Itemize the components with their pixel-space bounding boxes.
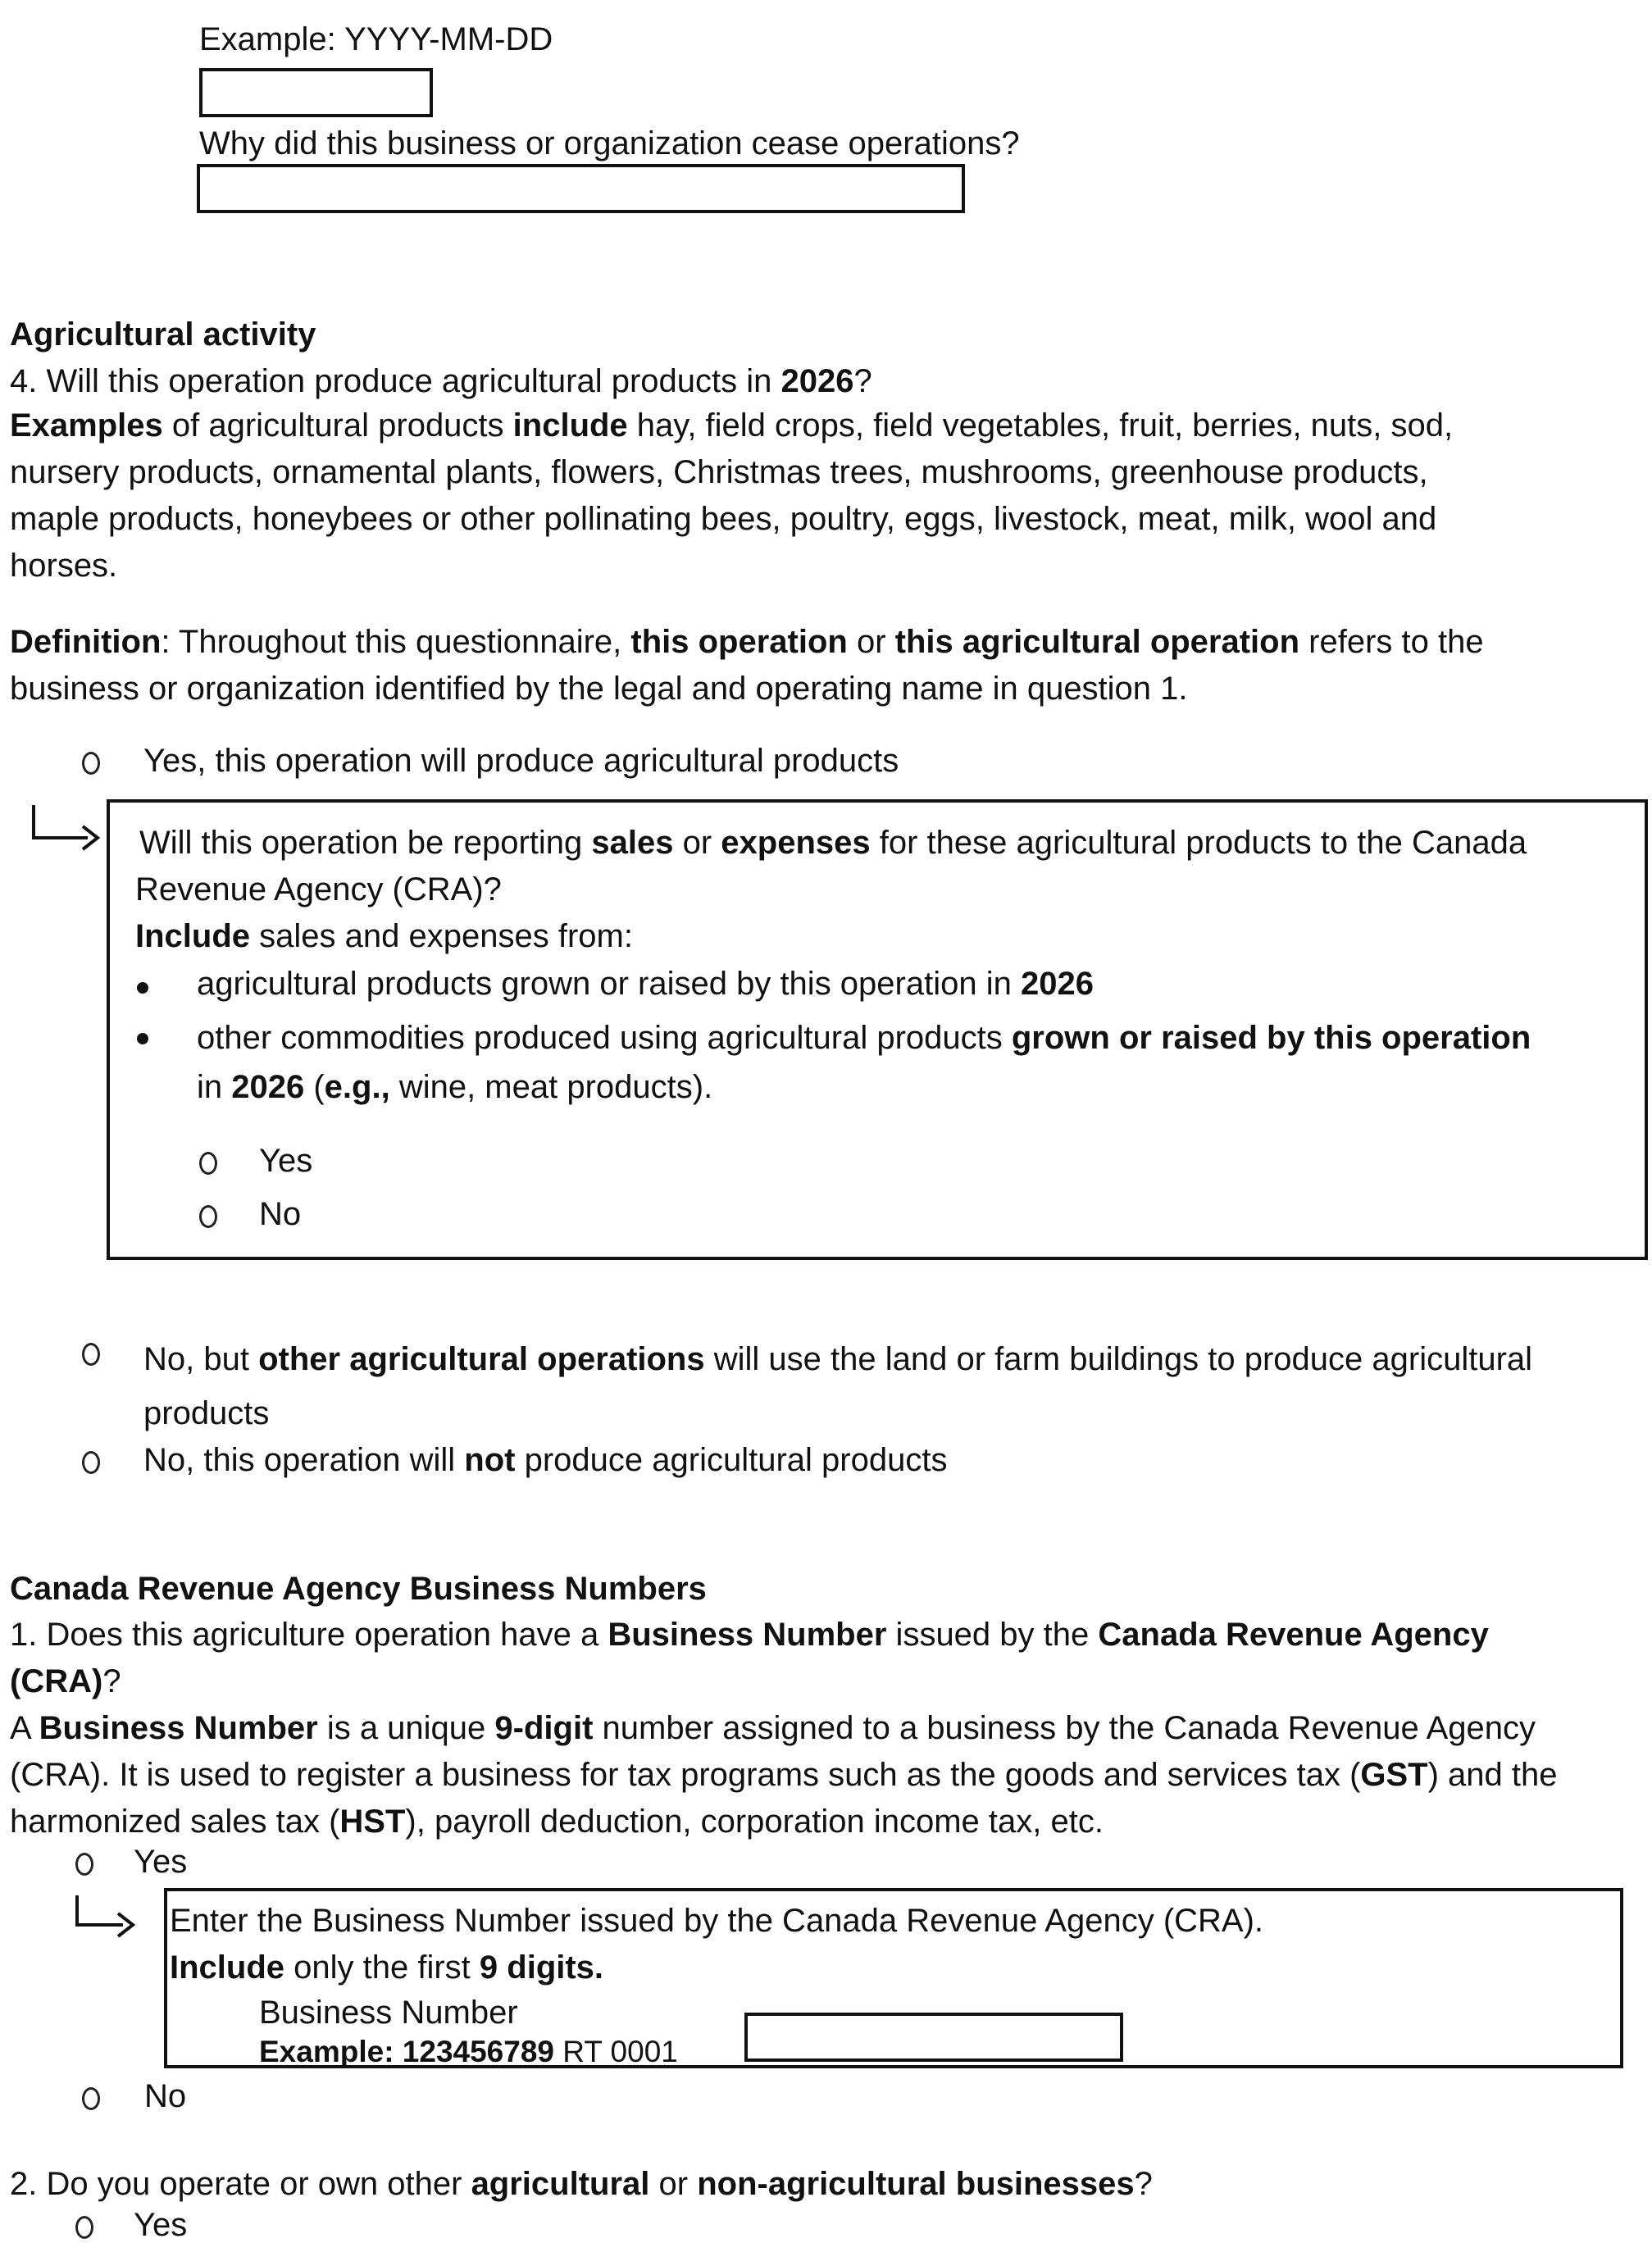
bullet-dot <box>137 1033 148 1044</box>
cease-reason-input[interactable] <box>197 164 965 213</box>
follow-up-arrow-icon <box>29 803 102 853</box>
radio-agri-no[interactable] <box>82 1451 100 1474</box>
bullet-dot <box>137 982 148 994</box>
option-agri-no-other-label: No, but other agricultural operations will use the land or farm buildings to produce agricultural products <box>143 1341 1533 1431</box>
q4-question: 4. Will this operation produce agricultural products in 2026? <box>10 363 872 399</box>
cra-heading: Canada Revenue Agency Business Numbers <box>10 1571 707 1607</box>
agricultural-activity-heading: Agricultural activity <box>10 316 316 353</box>
radio-other-business-yes[interactable] <box>75 2216 93 2239</box>
cra-description: A Business Number is a unique 9-digit number assigned to a business by the Canada Revenue Agency (CRA). It is used to register a business for tax programs such as the goods and services tax (GST) and the harmonized sales tax (HST), payroll deduction, corporation income tax, etc. <box>10 1710 1558 1840</box>
option-agri-no-label: No, this operation will not produce agricultural products <box>143 1442 948 1478</box>
radio-sales-yes[interactable] <box>199 1152 217 1175</box>
enter-bn-label: Enter the Business Number issued by the Canada Revenue Agency (CRA). <box>170 1903 1264 1939</box>
include-digits-label: Include only the first 9 digits. <box>170 1949 604 1986</box>
bn-no-label: No <box>144 2078 187 2114</box>
radio-bn-no[interactable] <box>82 2087 100 2110</box>
follow-up-arrow-icon <box>72 1894 138 1940</box>
cease-reason-label: Why did this business or organization cease operations? <box>199 125 1020 162</box>
date-example-label: Example: YYYY-MM-DD <box>199 21 553 57</box>
sales-expenses-question: Will this operation be reporting sales or expenses for these agricultural products to the Canada Revenue Agency (CRA)? Include sales and expenses from: <box>135 825 1527 954</box>
cease-date-input[interactable] <box>199 68 433 117</box>
business-number-input[interactable] <box>744 2013 1123 2062</box>
examples-paragraph: Examples of agricultural products include hay, field crops, field vegetables, fruit, berries, nuts, sod, nursery products, ornamental plants, flowers, Christmas trees, mushrooms, greenhouse products, maple products, honeybees or other pollinating bees, poultry, eggs, livestock, meat, milk, wool and horses. <box>10 407 1454 584</box>
radio-sales-no[interactable] <box>199 1205 217 1228</box>
radio-bn-yes[interactable] <box>75 1853 93 1876</box>
radio-agri-yes[interactable] <box>82 752 100 775</box>
radio-agri-no-other[interactable] <box>82 1343 100 1366</box>
bn-field-label: Business Number <box>259 1995 518 2031</box>
sales-no-label: No <box>259 1196 302 1232</box>
bn-yes-label: Yes <box>134 1844 188 1880</box>
other-business-yes-label: Yes <box>134 2207 188 2243</box>
sales-yes-label: Yes <box>259 1143 313 1179</box>
definition-paragraph: Definition: Throughout this questionnaire, this operation or this agricultural operation refers to the business or organization identified by the legal and operating name in question 1. <box>10 624 1484 707</box>
bullet-item-1: agricultural products grown or raised by this operation in 2026 <box>197 966 1094 1002</box>
cra-q1-question: 1. Does this agriculture operation have a Business Number issued by the Canada Revenue Agency (CRA)? <box>10 1617 1489 1699</box>
bullet-item-2: other commodities produced using agricultural products grown or raised by this operation in 2026 (e.g., wine, meat products). <box>197 1020 1531 1105</box>
bn-example: Example: 123456789 RT 0001 <box>259 2035 678 2068</box>
option-agri-yes-label: Yes, this operation will produce agricultural products <box>143 743 899 779</box>
cra-q2-question: 2. Do you operate or own other agricultural or non-agricultural businesses? <box>10 2166 1153 2202</box>
